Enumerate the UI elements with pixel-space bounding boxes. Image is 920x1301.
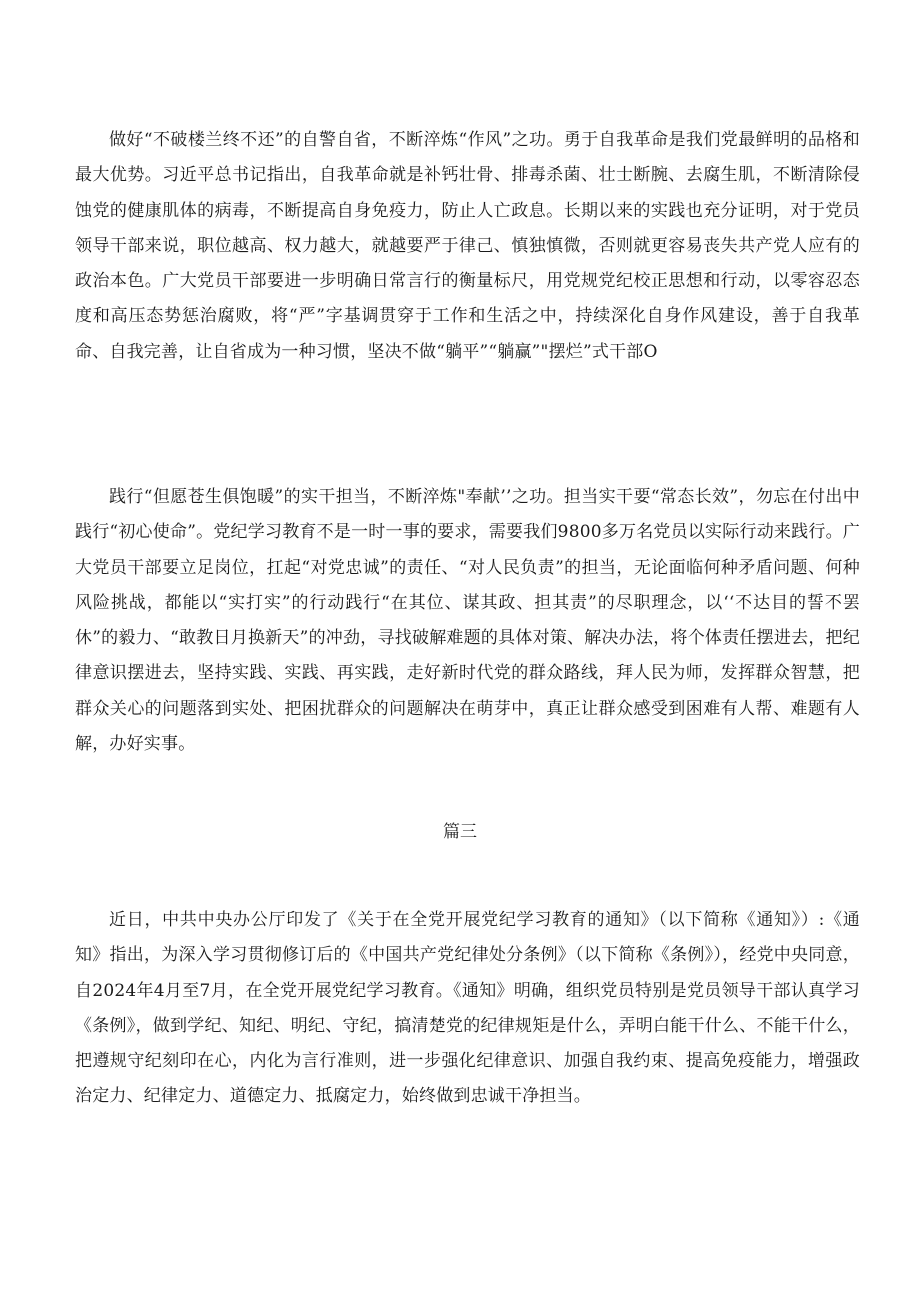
paragraph-notice-summary: 近日，中共中央办公厅印发了《关于在全党开展党纪学习教育的通知》（以下简称《通知》）:《通知》指出，为深入学习贯彻修订后的《中国共产党纪律处分条例》（以下简称《条例》），经党中央同意，自2024年4月至7月，在全党开展党纪学习教育。《通知》明确，组织党员特别是党员领导干部认真学习《条例》，做到学纪、知纪、明纪、守纪，搞清楚党的纪律规矩是什么，弄明白能干什么、不能干什么，把遵规守纪刻印在心，内化为言行准则，进一步强化纪律意识、加强自我约束、提高免疫能力，增强政治定力、纪律定力、道德定力、抵腐定力，始终做到忠诚干净担当。 [75,910,860,1107]
paragraph-practical-commitment: 践行“但愿苍生俱饱暖”的实干担当，不断淬炼"奉献’’之功。担当实干要“常态长效”，勿忘在付出中践行“初心使命”。党纪学习教育不是一时一事的要求，需要我们9800多万名党员以实际行动来践行。广大党员干部要立足岗位，扛起“对党忠诚”的责任、“对人民负责”的担当，无论面临何种矛盾问题、何种风险挑战，都能以“实打实”的行动践行“在其位、谋其政、担其责”的尽职理念，以‘‘不达目的誓不罢休”的毅力、“敢教日月换新天”的冲劲，寻找破解难题的具体对策、解决办法，将个体责任摆进去，把纪律意识摆进去，坚持实践、实践、再实践，走好新时代党的群众路线，拜人民为师，发挥群众智慧，把群众关心的问题落到实处、把困扰群众的问题解决在萌芽中，真正让群众感受到困难有人帮、难题有人解，办好实事。 [75,487,860,755]
paragraph-self-reflection: 做好“不破楼兰终不还”的自警自省，不断淬炼“作风”之功。勇于自我革命是我们党最鲜明的品格和最大优势。习近平总书记指出，自我革命就是补钙壮骨、排毒杀菌、壮士断腕、去腐生肌，不断清除侵蚀党的健康肌体的病毒，不断提高自身免疫力，防止人亡政息。长期以来的实践也充分证明，对于党员领导干部来说，职位越高、权力越大，就越要严于律己、慎独慎微，否则就更容易丧失共产党人应有的政治本色。广大党员干部要进一步明确日常言行的衡量标尺，用党规党纪校正思想和行动，以零容忍态度和高压态势惩治腐败，将“严”字基调贯穿于工作和生活之中，持续深化自身作风建设，善于自我革命、自我完善，让自省成为一种习惯，坚决不做“躺平”“躺赢”"摆烂”式干部O [75,130,860,362]
section-heading: 篇三 [443,822,477,842]
